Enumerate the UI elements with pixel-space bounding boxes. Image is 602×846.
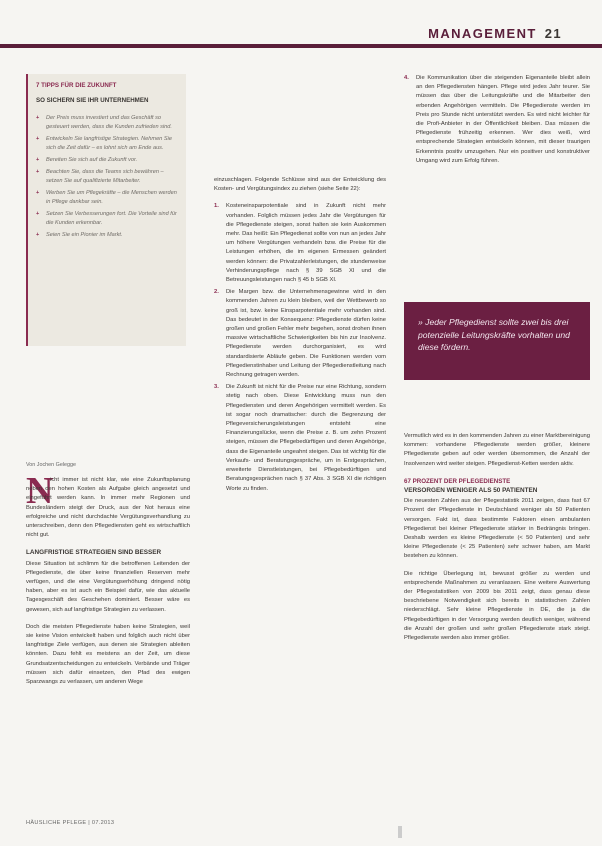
column-3-top [404, 74, 590, 169]
tips-item: + Bereiten Sie sich auf die Zukunft vor. [36, 156, 180, 165]
page-header [0, 0, 602, 52]
column-1 [26, 470, 190, 695]
intro-paragraph: icht immer ist nicht klar, wie eine Zukunftsplanung neben den hohen Kosten als Aufgabe gleich angesetzt und eingeführt werden kann. In immer mehr Regionen und Bundesländern steigt der Druck, aus der Not heraus eine erfolgreiche und nicht durchdachte Vergütungsverhandlung zu unterschreiben, denn den Pflegediensten geht es wirtschaftlich nicht gut. [26, 477, 190, 539]
dropcap-letter: N [26, 470, 54, 512]
numbered-item [214, 383, 386, 493]
item-text: Die Kommunikation über die steigenden Eigenanteile bleibt allein an den Pflegediensten hängen. Pflege wird jedes Jahr teurer. Sie müssen das über die Leitungskräfte und die Mitarbeiter den erbenden Angehörigen vermitteln. Die Pflegedienste werden im Preis pro Stunde nicht unterstützt werden. Es wird nicht leichter für die Profi-Anbieter in der Öffentlichkeit bleiben. Das müssen die Pflegedienste frühzeitig erkennen. Wer dies weiß, wird entsprechende Strategien entwickeln können, mit dieser traurigen Erkenntnis positiv umzugehen. Nur ein positiver und konstruktiver Umgang wird zum Erfolg führen. [416, 75, 590, 164]
section-label: MANAGEMENT [428, 26, 537, 41]
item-text: Die Zukunft ist nicht für die Preise nur eine Richtung, sondern stetig nach oben. Diese Entwicklung muss nun den Pflegediensten und deren Angehörigen vermittelt werden. Es ist sogar noch dramatischer: durch die Begrenzung der Pflegeversicherungsleistungen entsteht eine Finanzierungslücke, wenn die Preise z. B. um zehn Prozent steigen, müssen die Pflegebedürftigen und deren Angehörige, dass die Eigenanteile ungeahnt steigen. Das ist wichtig für die Verkaufs- und Beratungsgespräche, um in Erstgesprächen, erweiterte Dienstleistungen, bei Pflegebedürftigen und Beratungsgesprächen nach § 37 Abs. 3 SGB XI die richtigen Worte zu finden. [226, 384, 386, 492]
body-paragraph: Vermutlich wird es in den kommenden Jahren zu einer Marktbereinigung kommen: vorhandene Pflegedienste werden größer, kleinere Pflegedienste geben auf oder werden übernommen, die Anzahl der Insolvenzen wird weiter steigen. Pflegedienst-Ketten werden aktiv. [404, 433, 590, 467]
tips-list [36, 114, 180, 240]
subheading-strategies: LANGFRISTIGE STRATEGIEN SIND BESSER [26, 549, 162, 557]
tips-item: + Entwickeln Sie langfristige Strategien. Nehmen Sie sich die Zeit dafür – es lohnt sich am Ende aus. [36, 135, 180, 153]
column-3-bottom [404, 432, 590, 651]
pull-quote [404, 302, 590, 380]
item-text: Die Margen bzw. die Unternehmensgewinne wird in den kommenden Jahren zu klein bleiben, weil der Wettbewerb so groß ist, bzw. keine Einsparpotentiale mehr vorhanden sind. Das bedeutet in der Konsequenz: Pflegedienste dürfen keine großen und großen Fehler mehr begehen, sonst drohen ihnen massive wirtschaftliche Schwierigkeiten bis hin zur Insolvenz. Pflegedienste werden durchorganisiert, es wird standardisierte Abläufe geben. Die Funktionen werden vom Pflegedienstinhaber und Leitung der Pflegedienstleitung nach Rechnung getragen werden. [226, 289, 386, 379]
numbered-item [214, 202, 386, 285]
section-title [428, 26, 562, 41]
numbered-list [404, 74, 590, 166]
subheading-percent: 67 PROZENT DER PFLEGEDIENSTE [404, 477, 511, 485]
item-number: 1. [214, 203, 219, 210]
numbered-list [214, 202, 386, 493]
tips-item: + Der Preis muss investiert und das Geschäft so gesteuert werden, dass die Kunden zufrieden sind. [36, 114, 180, 132]
body-paragraph: Die richtige Überlegung ist, bewusst größer zu werden und entsprechende Maßnahmen zu veranlassen. Eine weitere Auswertung der Pflegestatistiken von 2009 bis 2011 zeigt, dass genau diese beschriebene Notwendigkeit sich bereits in statistischen Zahlen niederschlägt. Sehr kleine Pflegedienste in DE, die ja die Pflegebedürftigen in der Versorgung werden deutlich weniger, während die Anzahl der großen und sehr großen Pflegedienste stark steigt. Pflegedienste werden also immer größer. [404, 570, 590, 642]
tips-title: 7 TIPPS FÜR DIE ZUKUNFT [36, 82, 117, 89]
tips-item: + Setzen Sie Verbesserungen fort. Die Vorteile sind für die Kunden erkennbar. [36, 210, 180, 228]
page-number: 21 [544, 26, 562, 41]
tips-subtitle: SO SICHERN SIE IHR UNTERNEHMEN [36, 97, 149, 104]
item-number: 3. [214, 384, 219, 391]
tips-item: + Seien Sie ein Pionier im Markt. [36, 231, 180, 240]
column-2 [214, 176, 386, 497]
numbered-item [214, 288, 386, 380]
header-rule [0, 44, 602, 48]
page-footer: HÄUSLICHE PFLEGE | 07.2013 [26, 820, 115, 826]
body-paragraph: Die neuesten Zahlen aus der Pflegestatistik 2011 zeigen, dass fast 67 Prozent der Pflegedienste in Deutschland weniger als 50 Patienten versorgen. Fakt ist, dass bestimmte Faktoren einen ambulanten Pflegedienst bei kleiner Pflegedienste stärker in Bedrängnis bringen. Deshalb werden es kleine Pflegedienste (< 50 Patienten) und sehr kleine Pflegedienste (< 25 Patienten) sehr schwer haben, am Markt bestehen zu können. [404, 498, 590, 560]
body-paragraph: Diese Situation ist schlimm für die betroffenen Leitenden der Pflegedienste, die über keine finanziellen Reserven mehr verfügen, und die eine Vergütungserhöhung dringend nötig haben, aber es ist auch ein Beispiel dafür, wie das aktuelle Tagesgeschäft des Geschehen dominiert. Besser wäre es gewesen, sich auf langfristige Strategien zu verlassen. [26, 560, 190, 613]
footer-mark [398, 826, 402, 838]
subheading-patients: VERSORGEN WENIGER ALS 50 PATIENTEN [404, 487, 538, 495]
tips-item: + Werben Sie um Pflegekräfte – die Menschen werden in Pflege dankbar sein. [36, 189, 180, 207]
numbered-item [404, 74, 590, 166]
byline: Von Jochen Gelegge [26, 462, 77, 468]
body-paragraph: einzuschlagen. Folgende Schlüsse sind aus der Entwicklung des Kosten- und Vergütungsindex zu ziehen (siehe Seite 22): [214, 177, 386, 193]
tips-item: + Beachten Sie, dass die Teams sich bewähren – setzen Sie auf qualifizierte Mitarbeiter. [36, 168, 180, 186]
item-number: 4. [404, 75, 409, 81]
item-number: 2. [214, 289, 219, 296]
tips-box [26, 74, 186, 346]
body-paragraph: Doch die meisten Pflegedienste haben keine Strategien, weil sie keine Vision entwickelt haben und folglich auch nicht über langfristige Ziele verfügen, aus denen sie Strategien ableiten könnten. Dazu fehlt es meistens an der Zeit, um diese Grundsatzentscheidungen zu entwickeln. Verbände und Träger müssen sich dafür einsetzen, den Pfad des ewigen Sparzwangs zu verlassen, um anderen Wege [26, 623, 190, 686]
item-text: Kosteneinsparpotentiale sind in Zukunft nicht mehr vorhanden. Folglich müssen jedes Jahr die Vergütungen für die Pflegedienste steigen, sonst halten sie kein Auskommen mehr. Das heißt: Ein Pflegedienst sollte von nun an jedes Jahr um höhere Vergütungen verhandeln bzw. die Preise für die Leistungen erhöhen, die im eigenen Ermessen geändert werden können: die Privatzahlerleistungen, die stundenweise Verhinderungspflege nach § 39 SGB XI und die Betreuungsleistungen nach § 45 b SGB XI. [226, 203, 386, 284]
pull-quote-text: » Jeder Pflegedienst sollte zwei bis drei potenzielle Leitungskräfte vorhalten und diese fördern. [418, 317, 570, 352]
